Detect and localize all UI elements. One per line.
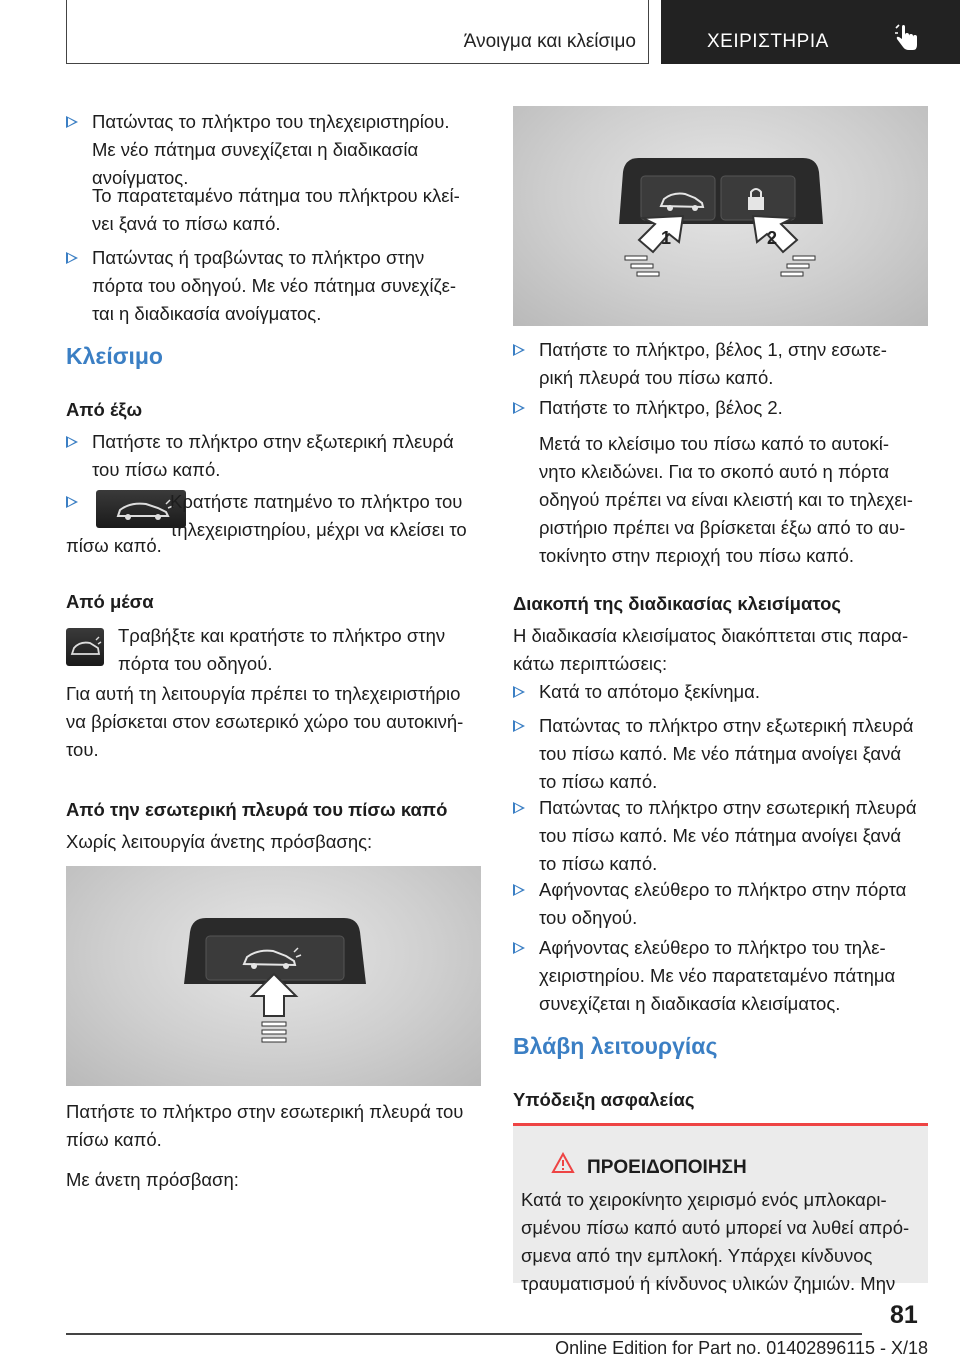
warning-box: [513, 1123, 928, 1294]
trunk-inside-button-photo: [66, 866, 481, 1086]
paragraph: Χωρίς λειτουργία άνετης πρόσβασης:: [66, 831, 373, 852]
paragraph: Για αυτή τη λειτουργία πρέπει το τηλεχειριστήριο να βρίσκεται στον εσωτερικό χώρο του αυτοκινή- του.: [66, 683, 464, 760]
paragraph: Μετά το κλείσιμο του πίσω καπό το αυτοκί- νητο κλειδώνει. Για το σκοπό αυτό η πόρτα οδηγού πρέπει να είναι κλειστή και το τηλεχει- ριστήριο πρέπει να βρίσκεται έξω από το αυ- τοκίνητο στην περιοχή του πίσω καπό.: [539, 433, 913, 566]
arrow-label-2: 2: [767, 228, 778, 248]
paragraph: Η διαδικασία κλεισίματος διακόπτεται στις παρα- κάτω περιπτώσεις:: [513, 625, 909, 674]
list-item: Πατήστε το πλήκτρο, βέλος 1, στην εσωτε- ρική πλευρά του πίσω καπό.: [513, 336, 928, 392]
footer-edition: Online Edition for Part no. 01402896115 - X/18: [555, 1338, 928, 1358]
warning-title: ΠΡΟΕΙΔΟΠΟΙΗΣΗ: [587, 1157, 747, 1178]
bullet-triangle-icon: [66, 436, 78, 448]
bullet-triangle-icon: [513, 884, 525, 896]
heading-safety: Υπόδειξη ασφαλείας: [513, 1089, 695, 1110]
paragraph: Το παρατεταμένο πάτημα του πλήκτρου κλεί- νει ξανά το πίσω καπό.: [92, 185, 460, 234]
list-item: Αφήνοντας ελεύθερο το πλήκτρο του τηλε- χειριστηρίου. Με νέο παρατεταμένο πάτημα συνεχίζεται η διαδικασία κλεισίματος.: [513, 934, 928, 1018]
chapter-tab-label: ΧΕΙΡΙΣΤΗΡΙΑ: [707, 31, 829, 52]
list-item: Πατήστε το πλήκτρο στην εξωτερική πλευρά του πίσω καπό.: [66, 428, 481, 484]
list-item: Πατώντας το πλήκτρο του τηλεχειριστηρίου. Με νέο πάτημα συνεχίζεται η διαδικασία ανοίγματος.: [66, 108, 481, 192]
list-item: Πατώντας το πλήκτρο στην εξωτερική πλευρά του πίσω καπό. Με νέο πάτημα ανοίγει ξανά το πίσω καπό.: [513, 712, 928, 796]
paragraph: Με άνετη πρόσβαση:: [66, 1169, 239, 1190]
heading-cancel: Διακοπή της διαδικασίας κλεισίματος: [513, 593, 841, 614]
heading-inside: Από μέσα: [66, 591, 154, 612]
paragraph: Κρατήστε πατημένο το πλήκτρο του τηλεχειριστηρίου, μέχρι να κλείσει το: [170, 491, 467, 540]
warning-body: Κατά το χειροκίνητο χειρισμό ενός μπλοκαρι- σμένου πίσω καπό αυτό μπορεί να λυθεί απρό- σμενα από την εμπλοκή. Υπάρχει κίνδυνος τραυματισμού ή κίνδυνος υλικών ζημιών. Μην: [521, 1189, 910, 1294]
chapter-tab[interactable]: [661, 0, 960, 64]
list-item: Πατώντας το πλήκτρο στην εσωτερική πλευρά του πίσω καπό. Με νέο πάτημα ανοίγει ξανά το πίσω καπό.: [513, 794, 928, 878]
arrow-label-1: 1: [661, 228, 672, 248]
bullet-triangle-icon: [513, 344, 525, 356]
bullet-triangle-icon: [66, 496, 78, 508]
bullet-triangle-icon: [513, 402, 525, 414]
trunk-two-buttons-photo: [513, 106, 928, 326]
hand-pointer-icon: [893, 24, 921, 52]
section-title: Άνοιγμα και κλείσιμο: [463, 31, 636, 52]
bullet-triangle-icon: [513, 942, 525, 954]
warning-triangle-icon: [551, 1152, 575, 1174]
bullet-triangle-icon: [513, 720, 525, 732]
list-item: Αφήνοντας ελεύθερο το πλήκτρο στην πόρτα του οδηγού.: [513, 876, 928, 932]
heading-inner-side: Από την εσωτερική πλευρά του πίσω καπό: [66, 799, 448, 820]
list-item: Πατήστε το πλήκτρο, βέλος 2.: [513, 394, 928, 422]
heading-fault: Βλάβη λειτουργίας: [513, 1033, 718, 1059]
bullet-triangle-icon: [66, 252, 78, 264]
bullet-triangle-icon: [66, 116, 78, 128]
paragraph: Πατήστε το πλήκτρο στην εσωτερική πλευρά του πίσω καπό.: [66, 1101, 464, 1150]
bullet-triangle-icon: [513, 802, 525, 814]
list-item: Πατώντας ή τραβώντας το πλήκτρο στην πόρτα του οδηγού. Με νέο πάτημα συνεχίζε- ται η διαδικασία ανοίγματος.: [66, 244, 481, 328]
door-trunk-button-icon: [66, 628, 104, 666]
bullet-triangle-icon: [513, 686, 525, 698]
paragraph: Τραβήξτε και κρατήστε το πλήκτρο στην πόρτα του οδηγού.: [118, 625, 446, 674]
header-section-box: [66, 0, 649, 64]
list-item: Κατά το απότομο ξεκίνημα.: [513, 678, 928, 706]
page-number: 81: [890, 1301, 918, 1329]
heading-outside: Από έξω: [66, 399, 143, 420]
heading-close: Κλείσιμο: [66, 343, 163, 369]
